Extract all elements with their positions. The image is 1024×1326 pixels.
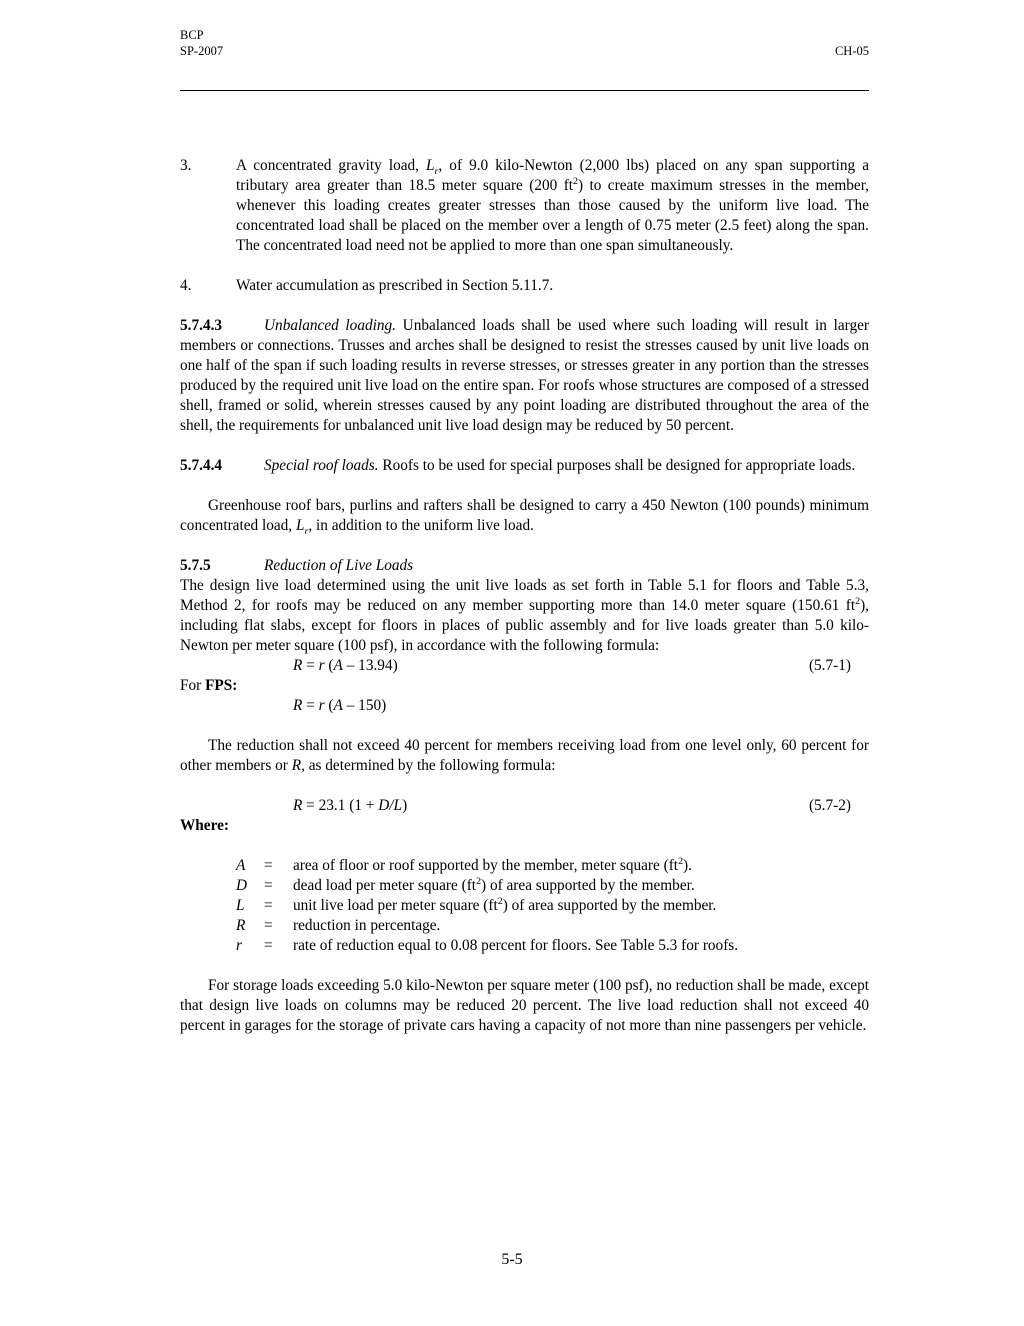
header-doc-id: SP-2007	[180, 44, 224, 58]
subscript: r	[434, 166, 439, 178]
subscript: r	[304, 526, 309, 538]
equation-expression	[293, 656, 398, 676]
definitions-list	[236, 856, 869, 956]
text-run: (	[324, 697, 334, 714]
section-number: 5.7.4.3	[180, 317, 223, 334]
definition-text: rate of reduction equal to 0.08 percent for floors. See Table 5.3 for roofs.	[293, 937, 739, 954]
definition-symbol: R	[236, 917, 246, 934]
text-run: unit live load per meter square (ft	[293, 897, 498, 914]
definition-text	[293, 876, 869, 896]
list-text: Water accumulation as prescribed in Section 5.11.7.	[236, 277, 554, 294]
section-number: 5.7.5	[180, 557, 211, 574]
section-body: Unbalanced loads shall be used where such loading will result in larger members or connections. Trusses and arches shall be designed to resist the stresses caused by unit live loads on one half of the span if such loading results in reverse stresses, or stresses greater in any portion than the stresses produced by the required unit live load on the entire span. For roofs whose structures are composed of a stressed shell, framed or solid, wherein stresses caused by any point loading are distributed throughout the area of the shell, the requirements for unbalanced unit live load design may be reduced by 50 percent.	[180, 317, 869, 434]
list-text	[236, 156, 869, 256]
text-run: dead load per meter square (ft	[293, 877, 477, 894]
page-header	[180, 27, 869, 59]
definition-text: reduction in percentage.	[293, 917, 441, 934]
bold-label: Where:	[180, 817, 229, 834]
list-number: 4.	[180, 277, 192, 294]
bold-label: FPS:	[205, 677, 238, 694]
symbol: L	[426, 157, 435, 174]
text-run: ) of area supported by the member.	[502, 897, 717, 914]
header-doc-code: BCP	[180, 28, 204, 42]
symbol: R	[293, 797, 303, 814]
text-run: – 150)	[342, 697, 387, 714]
equation-5-7-1-fps	[180, 696, 869, 716]
superscript: 2	[476, 875, 482, 887]
section-title: Special roof loads.	[264, 457, 379, 474]
symbol: R	[293, 697, 303, 714]
text-run: For	[180, 677, 206, 694]
text-run: ) to create maximum stresses in the member, whenever this loading creates greater stresses than those caused by the uniform live load. The concentrated load shall be placed on the member over a length of 0.75 meter (2.5 feet) along the span. The concentrated load need not be applied to more than one span simultaneously.	[236, 177, 870, 254]
definition-text	[293, 856, 869, 876]
text-run: , of 9.0 kilo-Newton (2,000 lbs) placed on any span supporting a tributary area greater than 18.5 meter square (200 ft	[236, 157, 869, 194]
superscript: 2	[855, 595, 861, 607]
text-run: as determined by the following formula:	[304, 757, 556, 774]
text-run: ) of area supported by the member.	[481, 877, 695, 894]
section-title: Unbalanced loading.	[264, 317, 396, 334]
definition-item	[236, 856, 869, 876]
text-run: ), including flat slabs, except for floors in places of public assembly and for live loads greater than 5.0 kilo-Newton per meter square (100 psf), in accordance with the following formula:	[180, 597, 869, 654]
page-number: 5-5	[501, 1251, 523, 1268]
page-content	[180, 156, 869, 1036]
reduction-paragraph	[180, 736, 869, 776]
list-item-4	[180, 276, 869, 296]
header-rule	[180, 90, 869, 91]
definition-item	[236, 916, 869, 936]
text-run: )	[402, 797, 408, 814]
definition-symbol: L	[236, 897, 245, 914]
definition-equals: =	[264, 917, 273, 934]
text-run: = 23.1 (1 +	[302, 797, 379, 814]
equation-5-7-1	[180, 656, 869, 676]
definition-equals: =	[264, 857, 273, 874]
superscript: 2	[678, 855, 684, 867]
equation-5-7-2	[180, 796, 869, 816]
symbol: A	[333, 697, 343, 714]
symbol: R,	[291, 757, 305, 774]
definition-symbol: r	[236, 937, 242, 954]
definition-item	[236, 896, 869, 916]
text-run: ).	[683, 857, 692, 874]
storage-paragraph: For storage loads exceeding 5.0 kilo-Newton per square meter (100 psf), no reduction shall be made, except that design live loads on columns may be reduced 20 percent. The live load reduction shall not exceed 40 percent in garages for the storage of private cars having a capacity of not more than nine passengers per vehicle.	[180, 977, 869, 1034]
section-5-7-4-4	[180, 456, 869, 476]
section-5-7-5-heading	[180, 556, 869, 576]
section-number: 5.7.4.4	[180, 457, 223, 474]
section-5-7-4-3	[180, 316, 869, 436]
symbol: r	[318, 657, 325, 674]
symbol: r	[318, 697, 325, 714]
text-run: – 13.94)	[342, 657, 398, 674]
definition-equals: =	[264, 897, 273, 914]
where-label	[180, 816, 869, 836]
list-item-3	[180, 156, 869, 256]
symbol: L	[295, 517, 305, 534]
equation-number: (5.7-2)	[808, 797, 851, 814]
superscript: 2	[573, 175, 579, 187]
list-number: 3.	[180, 157, 192, 174]
definition-equals: =	[264, 877, 273, 894]
definition-item	[236, 876, 869, 896]
text-run: The design live load determined using the unit live loads as set forth in Table 5.1 for floors and Table 5.3, Method 2, for roofs may be reduced on any member supporting more than 14.0 meter square (150.61 ft	[180, 577, 869, 614]
text-run: =	[302, 697, 319, 714]
text-run: (	[324, 657, 334, 674]
text-run: , in addition to the uniform live load.	[308, 517, 534, 534]
fps-label	[180, 676, 869, 696]
text-run: =	[302, 657, 319, 674]
section-5-7-5-body	[180, 576, 869, 656]
definition-text	[293, 896, 869, 916]
symbol: R	[293, 657, 303, 674]
text-run: A concentrated gravity load,	[236, 157, 427, 174]
text-run: area of floor or roof supported by the member, meter square (ft	[293, 857, 679, 874]
definition-symbol: D	[236, 877, 248, 894]
symbol: D/L	[378, 797, 403, 814]
definition-symbol: A	[236, 857, 246, 874]
greenhouse-paragraph	[180, 496, 869, 536]
definition-item	[236, 936, 869, 956]
symbol: A	[333, 657, 343, 674]
equation-expression	[293, 796, 407, 816]
equation-number: (5.7-1)	[808, 657, 851, 674]
superscript: 2	[497, 895, 503, 907]
text-run: Greenhouse roof bars, purlins and rafters shall be designed to carry a 450 Newton (100 pounds) minimum concentrated load,	[180, 497, 869, 534]
definition-equals: =	[264, 937, 273, 954]
text-run: The reduction shall not exceed 40 percent for members receiving load from one level only, 60 percent for other members or	[180, 737, 869, 774]
section-title: Reduction of Live Loads	[264, 557, 414, 574]
section-body: Roofs to be used for special purposes shall be designed for appropriate loads.	[378, 457, 856, 474]
header-chapter: CH-05	[834, 44, 869, 58]
equation-expression	[293, 696, 386, 716]
